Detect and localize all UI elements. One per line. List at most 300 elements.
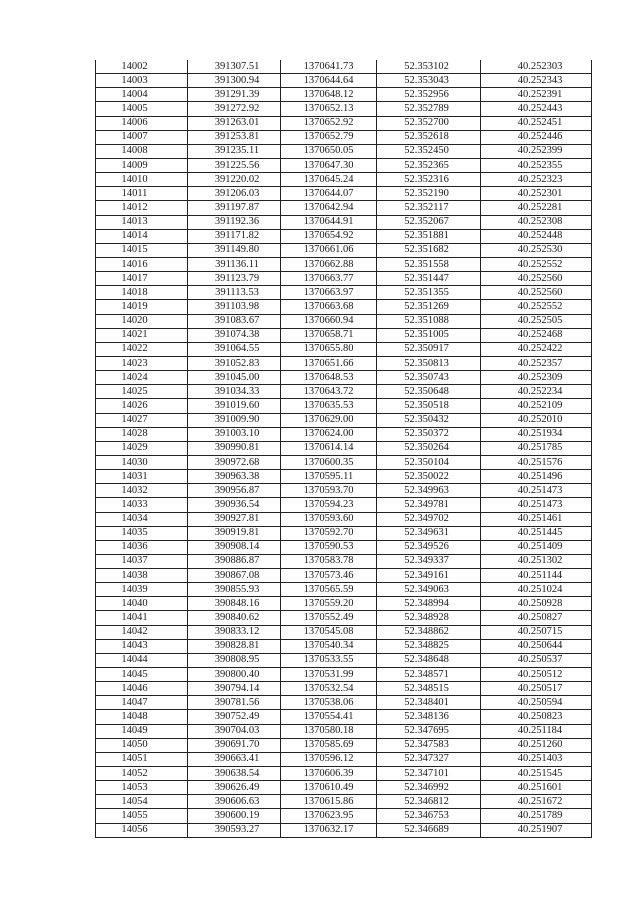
- table-row: [96, 158, 592, 172]
- longitude-cell: 40.250517: [481, 682, 592, 696]
- point-id-cell: 14009: [96, 158, 188, 172]
- easting-cell: 390972.68: [188, 455, 281, 469]
- longitude-cell: 40.251260: [481, 738, 592, 752]
- longitude-cell: 40.252443: [481, 102, 592, 116]
- easting-cell: 391136.11: [188, 257, 281, 271]
- longitude-cell: 40.251024: [481, 583, 592, 597]
- table-row: [96, 300, 592, 314]
- latitude-cell: 52.348136: [377, 710, 481, 724]
- northing-cell: 1370565.59: [281, 583, 377, 597]
- easting-cell: 391225.56: [188, 158, 281, 172]
- latitude-cell: 52.346689: [377, 823, 481, 837]
- latitude-cell: 52.347695: [377, 724, 481, 738]
- point-id-cell: 14027: [96, 413, 188, 427]
- longitude-cell: 40.251409: [481, 540, 592, 554]
- easting-cell: 391103.98: [188, 300, 281, 314]
- northing-cell: 1370644.07: [281, 187, 377, 201]
- latitude-cell: 52.348648: [377, 653, 481, 667]
- easting-cell: 391009.90: [188, 413, 281, 427]
- easting-cell: 391113.53: [188, 286, 281, 300]
- longitude-cell: 40.252308: [481, 215, 592, 229]
- latitude-cell: 52.348515: [377, 682, 481, 696]
- northing-cell: 1370642.94: [281, 201, 377, 215]
- table-row: [96, 342, 592, 356]
- latitude-cell: 52.350518: [377, 399, 481, 413]
- latitude-cell: 52.352117: [377, 201, 481, 215]
- table-row: [96, 611, 592, 625]
- table-row: [96, 569, 592, 583]
- latitude-cell: 52.352789: [377, 102, 481, 116]
- northing-cell: 1370652.13: [281, 102, 377, 116]
- latitude-cell: 52.348928: [377, 611, 481, 625]
- point-id-cell: 14030: [96, 455, 188, 469]
- point-id-cell: 14026: [96, 399, 188, 413]
- latitude-cell: 52.348862: [377, 625, 481, 639]
- northing-cell: 1370644.91: [281, 215, 377, 229]
- point-id-cell: 14025: [96, 385, 188, 399]
- longitude-cell: 40.252355: [481, 158, 592, 172]
- table-row: [96, 455, 592, 469]
- longitude-cell: 40.252446: [481, 130, 592, 144]
- table-row: [96, 809, 592, 823]
- table-row: [96, 371, 592, 385]
- latitude-cell: 52.350372: [377, 427, 481, 441]
- longitude-cell: 40.251473: [481, 498, 592, 512]
- table-row: [96, 498, 592, 512]
- northing-cell: 1370532.54: [281, 682, 377, 696]
- northing-cell: 1370596.12: [281, 752, 377, 766]
- point-id-cell: 14020: [96, 314, 188, 328]
- table-row: [96, 356, 592, 370]
- longitude-cell: 40.251789: [481, 809, 592, 823]
- longitude-cell: 40.251403: [481, 752, 592, 766]
- latitude-cell: 52.346992: [377, 781, 481, 795]
- point-id-cell: 14017: [96, 272, 188, 286]
- table-row: [96, 554, 592, 568]
- latitude-cell: 52.352190: [377, 187, 481, 201]
- easting-cell: 391045.00: [188, 371, 281, 385]
- point-id-cell: 14002: [96, 60, 188, 74]
- point-id-cell: 14014: [96, 229, 188, 243]
- latitude-cell: 52.349963: [377, 484, 481, 498]
- point-id-cell: 14004: [96, 88, 188, 102]
- latitude-cell: 52.347327: [377, 752, 481, 766]
- easting-cell: 391064.55: [188, 342, 281, 356]
- point-id-cell: 14023: [96, 356, 188, 370]
- point-id-cell: 14041: [96, 611, 188, 625]
- point-id-cell: 14053: [96, 781, 188, 795]
- longitude-cell: 40.252303: [481, 60, 592, 74]
- latitude-cell: 52.351558: [377, 257, 481, 271]
- northing-cell: 1370533.55: [281, 653, 377, 667]
- northing-cell: 1370614.14: [281, 441, 377, 455]
- northing-cell: 1370540.34: [281, 639, 377, 653]
- easting-cell: 391003.10: [188, 427, 281, 441]
- point-id-cell: 14046: [96, 682, 188, 696]
- northing-cell: 1370645.24: [281, 173, 377, 187]
- table-row: [96, 201, 592, 215]
- table-row: [96, 229, 592, 243]
- latitude-cell: 52.350648: [377, 385, 481, 399]
- table-row: [96, 399, 592, 413]
- table-row: [96, 484, 592, 498]
- latitude-cell: 52.347101: [377, 767, 481, 781]
- point-id-cell: 14056: [96, 823, 188, 837]
- table-row: [96, 696, 592, 710]
- point-id-cell: 14055: [96, 809, 188, 823]
- table-row: [96, 781, 592, 795]
- northing-cell: 1370660.94: [281, 314, 377, 328]
- longitude-cell: 40.250827: [481, 611, 592, 625]
- northing-cell: 1370644.64: [281, 74, 377, 88]
- northing-cell: 1370658.71: [281, 328, 377, 342]
- longitude-cell: 40.251785: [481, 441, 592, 455]
- latitude-cell: 52.351447: [377, 272, 481, 286]
- table-row: [96, 187, 592, 201]
- latitude-cell: 52.350813: [377, 356, 481, 370]
- northing-cell: 1370662.88: [281, 257, 377, 271]
- longitude-cell: 40.250823: [481, 710, 592, 724]
- northing-cell: 1370663.77: [281, 272, 377, 286]
- easting-cell: 391220.02: [188, 173, 281, 187]
- easting-cell: 391307.51: [188, 60, 281, 74]
- table-row: [96, 526, 592, 540]
- latitude-cell: 52.349702: [377, 512, 481, 526]
- latitude-cell: 52.350743: [377, 371, 481, 385]
- easting-cell: 390855.93: [188, 583, 281, 597]
- table-row: [96, 314, 592, 328]
- easting-cell: 390800.40: [188, 668, 281, 682]
- point-id-cell: 14018: [96, 286, 188, 300]
- table-row: [96, 738, 592, 752]
- table-row: [96, 286, 592, 300]
- easting-cell: 390794.14: [188, 682, 281, 696]
- table-row: [96, 512, 592, 526]
- northing-cell: 1370593.60: [281, 512, 377, 526]
- point-id-cell: 14047: [96, 696, 188, 710]
- longitude-cell: 40.252552: [481, 257, 592, 271]
- easting-cell: 390919.81: [188, 526, 281, 540]
- table-row: [96, 427, 592, 441]
- easting-cell: 391123.79: [188, 272, 281, 286]
- point-id-cell: 14029: [96, 441, 188, 455]
- longitude-cell: 40.252552: [481, 300, 592, 314]
- longitude-cell: 40.252530: [481, 243, 592, 257]
- point-id-cell: 14036: [96, 540, 188, 554]
- longitude-cell: 40.250594: [481, 696, 592, 710]
- northing-cell: 1370635.53: [281, 399, 377, 413]
- northing-cell: 1370641.73: [281, 60, 377, 74]
- northing-cell: 1370643.72: [281, 385, 377, 399]
- table-row: [96, 752, 592, 766]
- table-row: [96, 60, 592, 74]
- point-id-cell: 14050: [96, 738, 188, 752]
- table-row: [96, 639, 592, 653]
- point-id-cell: 14019: [96, 300, 188, 314]
- latitude-cell: 52.352700: [377, 116, 481, 130]
- latitude-cell: 52.349781: [377, 498, 481, 512]
- northing-cell: 1370531.99: [281, 668, 377, 682]
- longitude-cell: 40.251672: [481, 795, 592, 809]
- latitude-cell: 52.352316: [377, 173, 481, 187]
- longitude-cell: 40.252422: [481, 342, 592, 356]
- table-row: [96, 102, 592, 116]
- point-id-cell: 14040: [96, 597, 188, 611]
- easting-cell: 390956.87: [188, 484, 281, 498]
- easting-cell: 391149.80: [188, 243, 281, 257]
- latitude-cell: 52.349063: [377, 583, 481, 597]
- easting-cell: 391052.83: [188, 356, 281, 370]
- latitude-cell: 52.351005: [377, 328, 481, 342]
- longitude-cell: 40.252301: [481, 187, 592, 201]
- table-row: [96, 470, 592, 484]
- northing-cell: 1370663.68: [281, 300, 377, 314]
- easting-cell: 391192.36: [188, 215, 281, 229]
- northing-cell: 1370655.80: [281, 342, 377, 356]
- longitude-cell: 40.252468: [481, 328, 592, 342]
- table-row: [96, 795, 592, 809]
- longitude-cell: 40.251184: [481, 724, 592, 738]
- northing-cell: 1370592.70: [281, 526, 377, 540]
- northing-cell: 1370595.11: [281, 470, 377, 484]
- longitude-cell: 40.252451: [481, 116, 592, 130]
- northing-cell: 1370615.86: [281, 795, 377, 809]
- point-id-cell: 14043: [96, 639, 188, 653]
- latitude-cell: 52.350104: [377, 455, 481, 469]
- point-id-cell: 14033: [96, 498, 188, 512]
- point-id-cell: 14032: [96, 484, 188, 498]
- latitude-cell: 52.351088: [377, 314, 481, 328]
- northing-cell: 1370559.20: [281, 597, 377, 611]
- table-row: [96, 668, 592, 682]
- easting-cell: 390593.27: [188, 823, 281, 837]
- latitude-cell: 52.348825: [377, 639, 481, 653]
- table-row: [96, 441, 592, 455]
- northing-cell: 1370624.00: [281, 427, 377, 441]
- northing-cell: 1370629.00: [281, 413, 377, 427]
- point-id-cell: 14044: [96, 653, 188, 667]
- longitude-cell: 40.250928: [481, 597, 592, 611]
- northing-cell: 1370610.49: [281, 781, 377, 795]
- point-id-cell: 14042: [96, 625, 188, 639]
- easting-cell: 391235.11: [188, 144, 281, 158]
- point-id-cell: 14034: [96, 512, 188, 526]
- table-row: [96, 257, 592, 271]
- latitude-cell: 52.353102: [377, 60, 481, 74]
- point-id-cell: 14015: [96, 243, 188, 257]
- easting-cell: 391253.81: [188, 130, 281, 144]
- longitude-cell: 40.251144: [481, 569, 592, 583]
- easting-cell: 391171.82: [188, 229, 281, 243]
- table-row: [96, 823, 592, 837]
- northing-cell: 1370647.30: [281, 158, 377, 172]
- table-row: [96, 88, 592, 102]
- point-id-cell: 14005: [96, 102, 188, 116]
- easting-cell: 391083.67: [188, 314, 281, 328]
- easting-cell: 390626.49: [188, 781, 281, 795]
- table-row: [96, 625, 592, 639]
- point-id-cell: 14031: [96, 470, 188, 484]
- point-id-cell: 14013: [96, 215, 188, 229]
- longitude-cell: 40.252560: [481, 272, 592, 286]
- longitude-cell: 40.252391: [481, 88, 592, 102]
- point-id-cell: 14037: [96, 554, 188, 568]
- longitude-cell: 40.252309: [481, 371, 592, 385]
- point-id-cell: 14016: [96, 257, 188, 271]
- latitude-cell: 52.351881: [377, 229, 481, 243]
- easting-cell: 390840.62: [188, 611, 281, 625]
- latitude-cell: 52.350022: [377, 470, 481, 484]
- easting-cell: 391263.01: [188, 116, 281, 130]
- table-row: [96, 272, 592, 286]
- latitude-cell: 52.346753: [377, 809, 481, 823]
- latitude-cell: 52.348571: [377, 668, 481, 682]
- point-id-cell: 14003: [96, 74, 188, 88]
- northing-cell: 1370552.49: [281, 611, 377, 625]
- point-id-cell: 14021: [96, 328, 188, 342]
- northing-cell: 1370661.06: [281, 243, 377, 257]
- table-row: [96, 215, 592, 229]
- easting-cell: 390990.81: [188, 441, 281, 455]
- table-row: [96, 767, 592, 781]
- easting-cell: 390867.08: [188, 569, 281, 583]
- northing-cell: 1370594.23: [281, 498, 377, 512]
- latitude-cell: 52.351682: [377, 243, 481, 257]
- longitude-cell: 40.252234: [481, 385, 592, 399]
- longitude-cell: 40.251445: [481, 526, 592, 540]
- northing-cell: 1370583.78: [281, 554, 377, 568]
- longitude-cell: 40.252323: [481, 173, 592, 187]
- latitude-cell: 52.350264: [377, 441, 481, 455]
- coordinates-table-body: [96, 60, 592, 837]
- easting-cell: 390848.16: [188, 597, 281, 611]
- point-id-cell: 14028: [96, 427, 188, 441]
- latitude-cell: 52.350432: [377, 413, 481, 427]
- easting-cell: 390691.70: [188, 738, 281, 752]
- easting-cell: 391019.60: [188, 399, 281, 413]
- table-row: [96, 540, 592, 554]
- northing-cell: 1370600.35: [281, 455, 377, 469]
- longitude-cell: 40.250715: [481, 625, 592, 639]
- table-row: [96, 710, 592, 724]
- northing-cell: 1370632.17: [281, 823, 377, 837]
- northing-cell: 1370648.12: [281, 88, 377, 102]
- table-row: [96, 116, 592, 130]
- point-id-cell: 14049: [96, 724, 188, 738]
- longitude-cell: 40.252448: [481, 229, 592, 243]
- longitude-cell: 40.251496: [481, 470, 592, 484]
- latitude-cell: 52.352067: [377, 215, 481, 229]
- latitude-cell: 52.347583: [377, 738, 481, 752]
- northing-cell: 1370593.70: [281, 484, 377, 498]
- table-row: [96, 653, 592, 667]
- easting-cell: 391034.33: [188, 385, 281, 399]
- easting-cell: 391291.39: [188, 88, 281, 102]
- northing-cell: 1370663.97: [281, 286, 377, 300]
- easting-cell: 390606.63: [188, 795, 281, 809]
- northing-cell: 1370538.06: [281, 696, 377, 710]
- easting-cell: 390638.54: [188, 767, 281, 781]
- easting-cell: 391074.38: [188, 328, 281, 342]
- easting-cell: 390886.87: [188, 554, 281, 568]
- longitude-cell: 40.252505: [481, 314, 592, 328]
- easting-cell: 390828.81: [188, 639, 281, 653]
- northing-cell: 1370648.53: [281, 371, 377, 385]
- latitude-cell: 52.350917: [377, 342, 481, 356]
- easting-cell: 390663.41: [188, 752, 281, 766]
- northing-cell: 1370623.95: [281, 809, 377, 823]
- easting-cell: 390963.38: [188, 470, 281, 484]
- latitude-cell: 52.349337: [377, 554, 481, 568]
- easting-cell: 390600.19: [188, 809, 281, 823]
- northing-cell: 1370650.05: [281, 144, 377, 158]
- point-id-cell: 14006: [96, 116, 188, 130]
- easting-cell: 391300.94: [188, 74, 281, 88]
- table-row: [96, 173, 592, 187]
- latitude-cell: 52.349631: [377, 526, 481, 540]
- longitude-cell: 40.251907: [481, 823, 592, 837]
- longitude-cell: 40.252560: [481, 286, 592, 300]
- latitude-cell: 52.353043: [377, 74, 481, 88]
- table-row: [96, 413, 592, 427]
- northing-cell: 1370654.92: [281, 229, 377, 243]
- point-id-cell: 14039: [96, 583, 188, 597]
- longitude-cell: 40.251545: [481, 767, 592, 781]
- longitude-cell: 40.252109: [481, 399, 592, 413]
- point-id-cell: 14022: [96, 342, 188, 356]
- point-id-cell: 14010: [96, 173, 188, 187]
- point-id-cell: 14051: [96, 752, 188, 766]
- point-id-cell: 14012: [96, 201, 188, 215]
- easting-cell: 390833.12: [188, 625, 281, 639]
- longitude-cell: 40.250512: [481, 668, 592, 682]
- coordinates-table: [95, 60, 592, 838]
- point-id-cell: 14054: [96, 795, 188, 809]
- easting-cell: 390936.54: [188, 498, 281, 512]
- easting-cell: 390704.03: [188, 724, 281, 738]
- longitude-cell: 40.251302: [481, 554, 592, 568]
- easting-cell: 390927.81: [188, 512, 281, 526]
- latitude-cell: 52.346812: [377, 795, 481, 809]
- longitude-cell: 40.251461: [481, 512, 592, 526]
- table-row: [96, 144, 592, 158]
- point-id-cell: 14052: [96, 767, 188, 781]
- point-id-cell: 14045: [96, 668, 188, 682]
- point-id-cell: 14011: [96, 187, 188, 201]
- table-row: [96, 130, 592, 144]
- longitude-cell: 40.252399: [481, 144, 592, 158]
- longitude-cell: 40.252010: [481, 413, 592, 427]
- point-id-cell: 14035: [96, 526, 188, 540]
- northing-cell: 1370585.69: [281, 738, 377, 752]
- northing-cell: 1370651.66: [281, 356, 377, 370]
- northing-cell: 1370580.18: [281, 724, 377, 738]
- latitude-cell: 52.352365: [377, 158, 481, 172]
- longitude-cell: 40.250537: [481, 653, 592, 667]
- point-id-cell: 14038: [96, 569, 188, 583]
- northing-cell: 1370554.41: [281, 710, 377, 724]
- latitude-cell: 52.348994: [377, 597, 481, 611]
- northing-cell: 1370606.39: [281, 767, 377, 781]
- latitude-cell: 52.351355: [377, 286, 481, 300]
- easting-cell: 391272.92: [188, 102, 281, 116]
- latitude-cell: 52.352450: [377, 144, 481, 158]
- point-id-cell: 14048: [96, 710, 188, 724]
- table-row: [96, 385, 592, 399]
- longitude-cell: 40.252343: [481, 74, 592, 88]
- latitude-cell: 52.351269: [377, 300, 481, 314]
- northing-cell: 1370590.53: [281, 540, 377, 554]
